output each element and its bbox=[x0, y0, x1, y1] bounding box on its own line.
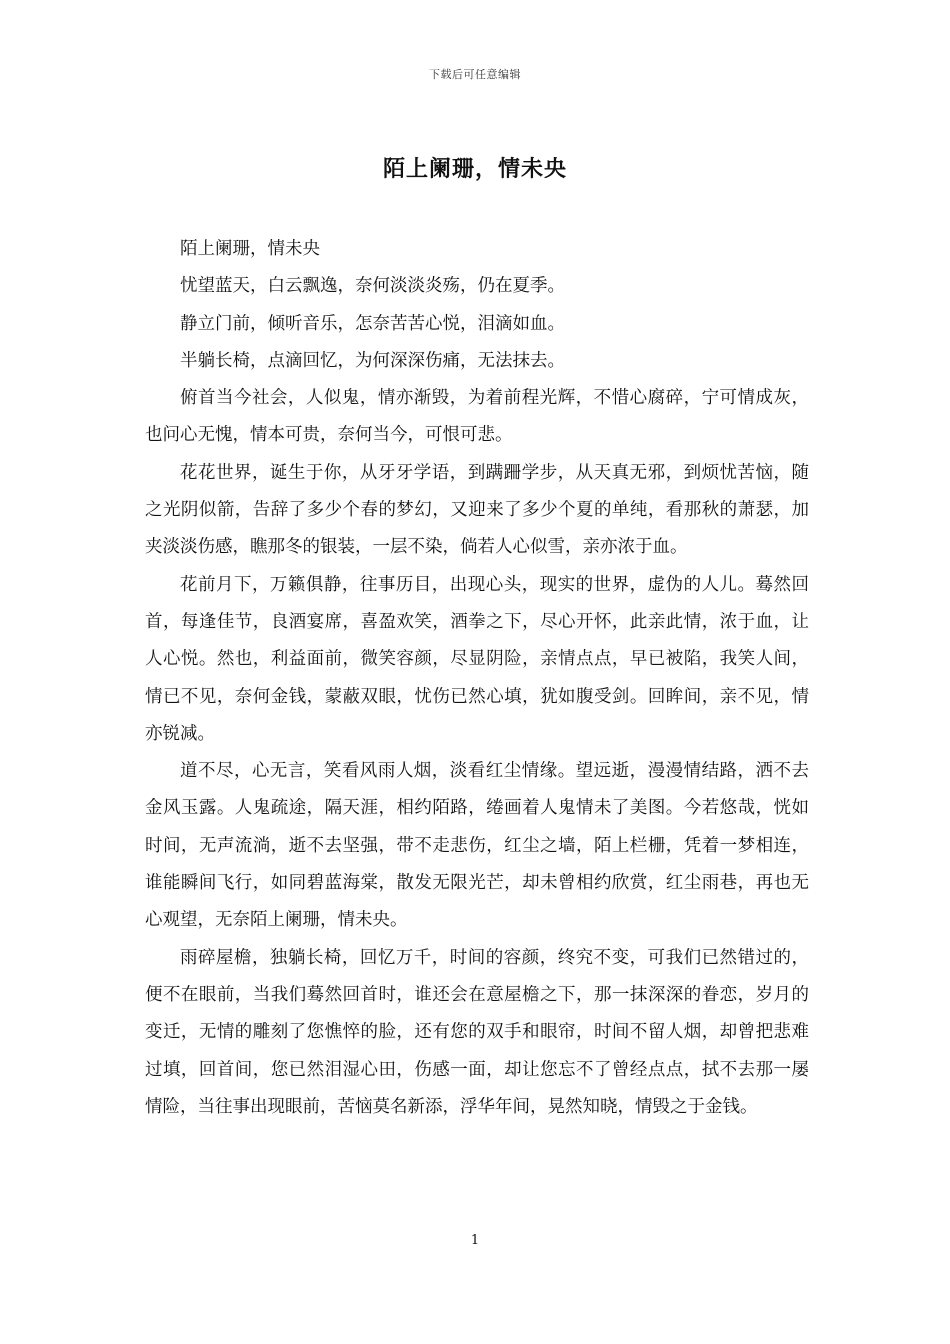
paragraph: 花花世界，诞生于你，从牙牙学语，到蹒跚学步，从天真无邪，到烦忧苦恼，随之光阴似箭，告辞了多少个春的梦幻，又迎来了多少个夏的单纯，看那秋的萧瑟，加夹淡淡伤感，瞧那冬的银装，一层不染，倘若人心似雪，亲亦浓于血。 bbox=[145, 462, 809, 558]
paragraph: 花前月下，万籁俱静，往事历目，出现心头，现实的世界，虚伪的人儿。蓦然回首，每逢佳节，良酒宴席，喜盈欢笑，酒拳之下，尽心开怀，此亲此情，浓于血，让人心悦。然也，利益面前，微笑容颜，尽显阴险，亲情点点，早已被陷，我笑人间，情已不见，奈何金钱，蒙蔽双眼，忧伤已然心填，犹如腹受剑。回眸间，亲不见，情亦锐减。 bbox=[145, 574, 809, 744]
paragraph: 陌上阑珊，情未央 bbox=[180, 239, 320, 259]
paragraph: 俯首当今社会，人似鬼，情亦渐毁，为着前程光辉，不惜心腐碎，宁可情成灰，也问心无愧，情本可贵，奈何当今，可恨可悲。 bbox=[145, 388, 809, 446]
paragraph: 道不尽，心无言，笑看风雨人烟，淡看红尘情缘。望远逝，漫漫情结路，洒不去金风玉露。人鬼疏途，隔天涯，相约陌路，绻画着人鬼情未了美图。今若悠哉，恍如时间，无声流淌，逝不去坚强，带不走悲伤，红尘之墙，陌上栏栅，凭着一梦相连，谁能瞬间飞行，如同碧蓝海棠，散发无限光芒，却未曾相约欣赏，红尘雨巷，再也无心观望，无奈陌上阑珊，情未央。 bbox=[145, 761, 809, 931]
header-note: 下载后可任意编辑 bbox=[429, 68, 521, 81]
paragraph: 雨碎屋檐，独躺长椅，回忆万千，时间的容颜，终究不变，可我们已然错过的，便不在眼前，当我们蓦然回首时，谁还会在意屋檐之下，那一抹深深的眷恋，岁月的变迁，无情的雕刻了您憔悴的脸，还有您的双手和眼帘，时间不留人烟，却曾把悲难过填，回首间，您已然泪湿心田，伤感一面，却让您忘不了曾经点点，拭不去那一屡情险，当往事出现眼前，苦恼莫名新添，浮华年间，晃然知晓，情毁之于金钱。 bbox=[145, 947, 809, 1117]
paragraph: 半躺长椅，点滴回忆，为何深深伤痛，无法抹去。 bbox=[180, 350, 565, 371]
page-number: 1 bbox=[470, 1233, 480, 1248]
paragraph: 静立门前，倾听音乐，怎奈苦苦心悦，泪滴如血。 bbox=[180, 313, 565, 334]
document-title: 陌上阑珊，情未央 bbox=[382, 156, 567, 182]
paragraph: 忧望蓝天，白云飘逸，奈何淡淡炎殇，仍在夏季。 bbox=[180, 276, 565, 297]
document-body bbox=[145, 231, 809, 1126]
